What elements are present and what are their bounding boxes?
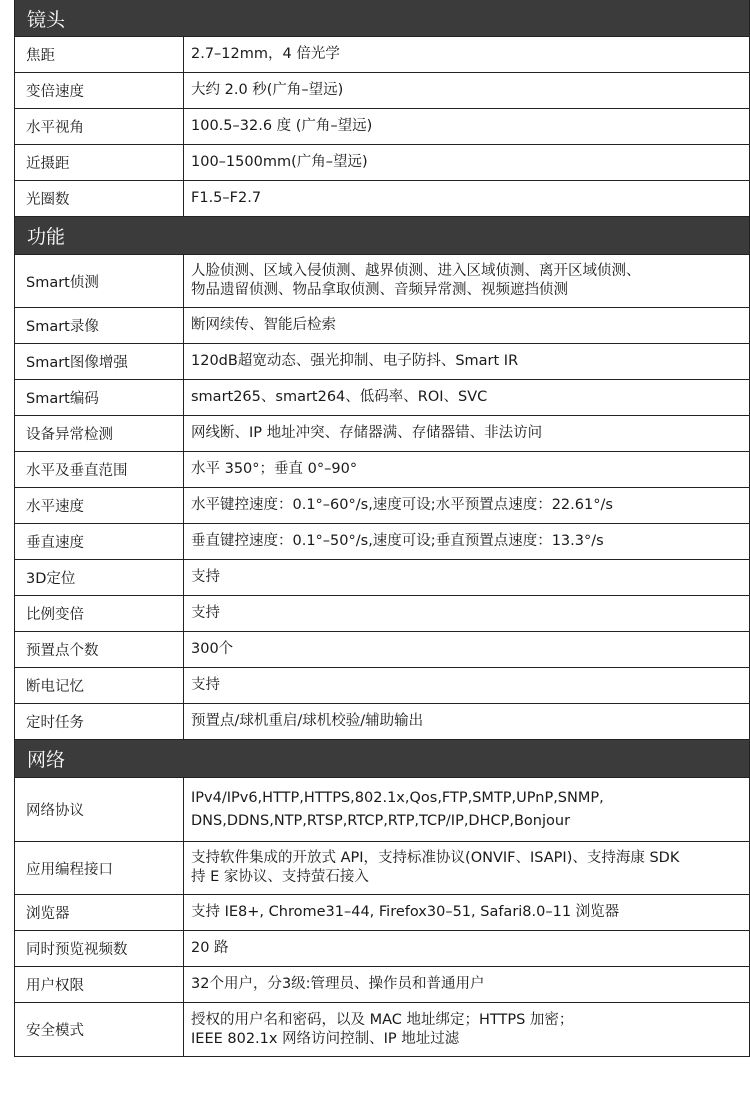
table-row [15,560,749,596]
spec-value: 断网续传、智能后检索 [191,317,336,333]
table-row [15,73,749,109]
spec-value: 支持 [191,569,220,585]
spec-value: 120dB超宽动态、强光抑制、电子防抖、Smart IR [191,353,519,369]
table-row [15,488,749,524]
spec-value: 预置点/球机重启/球机校验/辅助输出 [191,713,424,729]
table-row [15,452,749,488]
spec-value: F1.5–F2.7 [191,190,262,206]
spec-value: 300个 [191,641,234,657]
table-row [15,255,749,308]
spec-value: 水平 350°；垂直 0°–90° [191,461,358,477]
spec-label: 变倍速度 [15,73,184,108]
spec-label: 焦距 [15,37,184,72]
table-row [15,632,749,668]
table-row [15,181,749,217]
table-row [15,704,749,740]
spec-label: 网络协议 [15,778,184,841]
table-row [15,344,749,380]
spec-value: 2.7–12mm，4 倍光学 [191,46,340,62]
table-row [15,1003,749,1056]
table-row [15,931,749,967]
table-row [15,524,749,560]
table-row [15,380,749,416]
section-header-lens: 镜头 [15,0,749,37]
spec-label: Smart侦测 [15,255,184,307]
spec-label: Smart录像 [15,308,184,343]
spec-value: 支持 [191,605,220,621]
section-header-network: 网络 [15,740,749,778]
spec-value: 网线断、IP 地址冲突、存储器满、存储器错、非法访问 [191,425,543,441]
table-row [15,416,749,452]
spec-label: 用户权限 [15,967,184,1002]
spec-label: Smart编码 [15,380,184,415]
section-header-function: 功能 [15,217,749,255]
spec-label: 断电记忆 [15,668,184,703]
spec-value: 20 路 [191,940,229,956]
spec-value: smart265、smart264、低码率、ROI、SVC [191,389,488,405]
spec-label: 预置点个数 [15,632,184,667]
spec-value: 水平键控速度：0.1°–60°/s,速度可设;水平预置点速度：22.61°/s [191,497,613,513]
table-row [15,109,749,145]
spec-label: 定时任务 [15,704,184,739]
spec-label: 应用编程接口 [15,842,184,894]
spec-label: 水平速度 [15,488,184,523]
table-row [15,967,749,1003]
table-row [15,145,749,181]
spec-label: 水平视角 [15,109,184,144]
spec-label: 比例变倍 [15,596,184,631]
spec-value: 人脸侦测、区域入侵侦测、越界侦测、进入区域侦测、离开区域侦测、 物品遗留侦测、物品拿取侦测、音频异常测、视频遮挡侦测 [191,263,641,298]
spec-value: 支持 [191,677,220,693]
spec-label: 光圈数 [15,181,184,216]
spec-value: 垂直键控速度：0.1°–50°/s,速度可设;垂直预置点速度：13.3°/s [191,533,604,549]
spec-label: 同时预览视频数 [15,931,184,966]
spec-value: 大约 2.0 秒(广角–望远) [191,82,344,98]
table-row [15,308,749,344]
spec-label: Smart图像增强 [15,344,184,379]
spec-label: 安全模式 [15,1003,184,1056]
table-row [15,596,749,632]
spec-value: 支持 IE8+, Chrome31–44, Firefox30–51, Safari8.0–11 浏览器 [191,904,620,920]
spec-label: 浏览器 [15,895,184,930]
spec-table [14,0,750,1057]
spec-value: 100–1500mm(广角–望远) [191,154,368,170]
table-row [15,37,749,73]
spec-value: 授权的用户名和密码，以及 MAC 地址绑定；HTTPS 加密； IEEE 802.1x 网络访问控制、IP 地址过滤 [191,1011,574,1047]
spec-label: 3D定位 [15,560,184,595]
spec-label: 垂直速度 [15,524,184,559]
spec-value: IPv4/IPv6,HTTP,HTTPS,802.1x,Qos,FTP,SMTP,UPnP,SNMP, DNS,DDNS,NTP,RTSP,RTCP,RTP,TCP/IP,DHCP,Bonjour [191,789,604,829]
table-row [15,778,749,842]
spec-value: 32个用户，分3级:管理员、操作员和普通用户 [191,976,485,992]
table-row [15,842,749,895]
spec-label: 水平及垂直范围 [15,452,184,487]
spec-value: 支持软件集成的开放式 API，支持标准协议(ONVIF、ISAPI)、支持海康 SDK 持 E 家协议、支持萤石接入 [191,850,680,885]
spec-value: 100.5–32.6 度 (广角–望远) [191,118,373,134]
table-row [15,895,749,931]
spec-label: 设备异常检测 [15,416,184,451]
spec-label: 近摄距 [15,145,184,180]
table-row [15,668,749,704]
